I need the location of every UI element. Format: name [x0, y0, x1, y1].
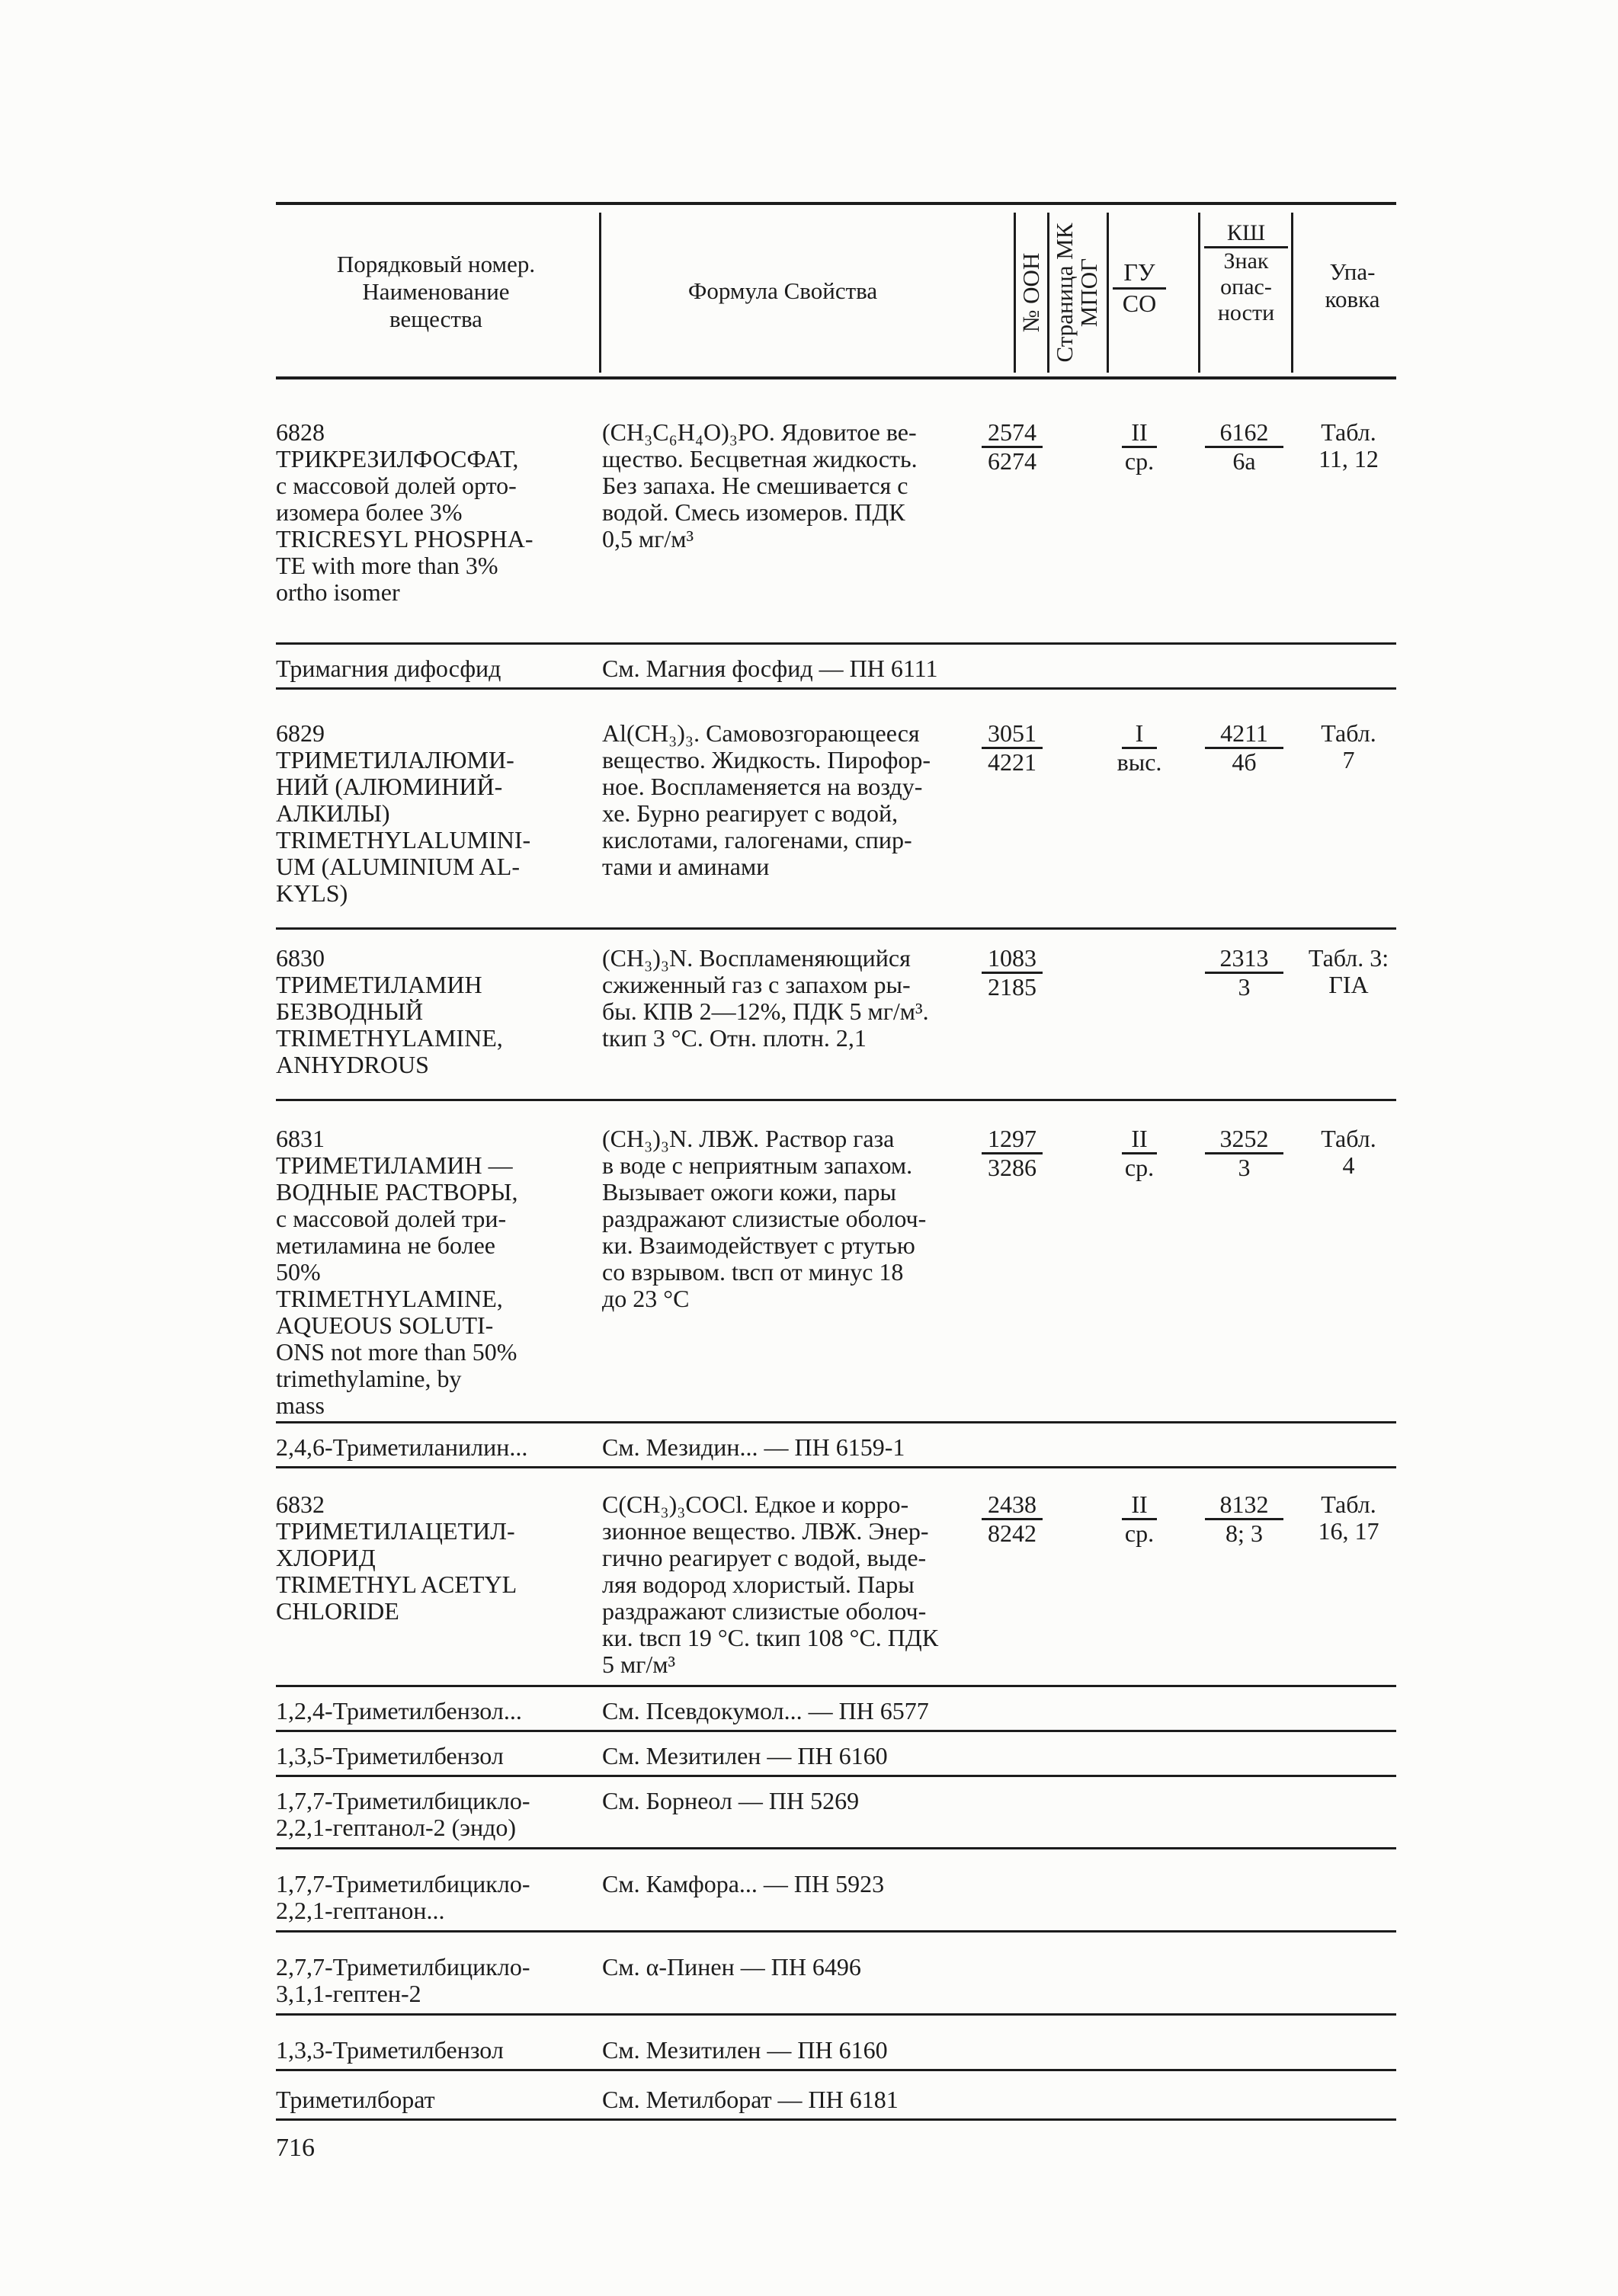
- table-row: [276, 1434, 1396, 1460]
- name-line: Тримагния дифосфид: [276, 655, 501, 682]
- formula-properties: [602, 2086, 968, 2113]
- gu-co-cell: [1113, 1126, 1166, 1181]
- co-value: ср.: [1124, 447, 1155, 475]
- name-line: метиламина не более: [276, 1231, 495, 1259]
- page-ref: 2185: [988, 973, 1036, 1001]
- co-value: ср.: [1124, 1519, 1155, 1547]
- substance-name: [276, 1954, 596, 2007]
- table-row: [276, 1788, 1396, 1841]
- formula-line: См. α-Пинен — ПН 6496: [602, 1953, 861, 1981]
- formula-line: (CH₃)₃N. ЛВЖ. Раствор газа: [602, 1125, 895, 1152]
- formula-line: вещество. Жидкость. Пирофор-: [602, 746, 931, 773]
- name-line: 1,2,4-Триметилбензол...: [276, 1697, 522, 1724]
- name-line: с массовой долей три-: [276, 1205, 507, 1232]
- name-line: AQUEOUS SOLUTI-: [276, 1311, 494, 1339]
- name-line: TE with more than 3%: [276, 552, 498, 579]
- formula-properties: [602, 945, 968, 1052]
- formula-line: См. Мезидин... — ПН 6159-1: [602, 1433, 905, 1461]
- formula-line: См. Камфора... — ПН 5923: [602, 1870, 885, 1897]
- table-row: [276, 2037, 1396, 2063]
- name-line: с массовой долей орто-: [276, 472, 517, 499]
- row-divider: [276, 1099, 1396, 1101]
- formula-line: См. Псевдокумол... — ПН 6577: [602, 1697, 929, 1724]
- ksh-cell: [1200, 945, 1288, 1001]
- formula-line: хе. Бурно реагирует с водой,: [602, 799, 899, 827]
- table-row: [276, 945, 1396, 1093]
- formula-line: 0,5 мг/м³: [602, 525, 694, 552]
- name-line: TRICRESYL PHOSPHA-: [276, 525, 533, 552]
- name-line: 1,3,5-Триметилбензол: [276, 1742, 504, 1769]
- formula-line: в воде с неприятным запахом.: [602, 1151, 913, 1179]
- formula-properties: [602, 1871, 968, 1897]
- gu-co-cell: [1113, 1491, 1166, 1547]
- formula-line: раздражают слизистые оболоч-: [602, 1205, 927, 1232]
- row-divider: [276, 927, 1396, 930]
- table-row: [276, 720, 1396, 921]
- name-line: TRIMETHYLALUMINI-: [276, 826, 531, 853]
- name-line: 1,3,3-Триметилбензол: [276, 2036, 504, 2064]
- substance-name: [276, 1743, 596, 1769]
- formula-line: ки. Взаимодействует с ртутью: [602, 1231, 915, 1259]
- name-line: ХЛОРИД: [276, 1544, 376, 1571]
- substance-name: [276, 2037, 596, 2064]
- header-divider: [1291, 213, 1293, 373]
- packaging-cell: [1301, 419, 1396, 472]
- ksh-value: 6162: [1205, 419, 1283, 448]
- table-row: [276, 1954, 1396, 2007]
- hazard-sign: 3: [1238, 1154, 1251, 1181]
- formula-line: ки. tвсп 19 °С. tкип 108 °С. ПДК: [602, 1624, 939, 1651]
- name-line: 2,2,1-гептанол-2 (эндо): [276, 1814, 517, 1841]
- name-line: ONS not more than 50%: [276, 1338, 517, 1366]
- row-divider: [276, 2069, 1396, 2071]
- formula-line: См. Магния фосфид — ПН 6111: [602, 655, 938, 682]
- gu-co-cell: [1113, 419, 1166, 475]
- formula-line: со взрывом. tвсп от минус 18: [602, 1258, 904, 1286]
- packaging-line: 4: [1342, 1151, 1355, 1179]
- page-ref: 3286: [988, 1154, 1036, 1181]
- table-row: [276, 419, 1396, 636]
- formula-line: бы. КПВ 2—12%, ПДК 5 мг/м³.: [602, 997, 929, 1025]
- table-row: [276, 1743, 1396, 1769]
- substance-name: [276, 1871, 596, 1924]
- gu-value: II: [1122, 1491, 1157, 1520]
- substance-name: [276, 655, 596, 682]
- formula-line: См. Метилборат — ПН 6181: [602, 2086, 899, 2113]
- formula-line: См. Борнеол — ПН 5269: [602, 1787, 860, 1814]
- un-number: 1083: [982, 945, 1043, 974]
- formula-line: тами и аминами: [602, 853, 770, 880]
- ksh-cell: [1200, 1491, 1288, 1547]
- name-line: ТРИМЕТИЛАМИН: [276, 971, 482, 998]
- ksh-cell: [1200, 419, 1288, 475]
- table-row: [276, 1871, 1396, 1924]
- name-line: ТРИКРЕЗИЛФОСФАТ,: [276, 445, 519, 472]
- substance-name: [276, 1434, 596, 1461]
- packaging-cell: [1301, 1491, 1396, 1545]
- name-line: TRIMETHYLAMINE,: [276, 1285, 503, 1312]
- name-line: ТРИМЕТИЛАЦЕТИЛ-: [276, 1517, 515, 1545]
- ksh-cell: [1200, 720, 1288, 776]
- name-line: trimethylamine, by: [276, 1365, 462, 1392]
- header-ksh: КШ Знак опас- ности: [1204, 220, 1288, 326]
- un-number: 3051: [982, 720, 1043, 749]
- row-divider: [276, 642, 1396, 645]
- substance-name: [276, 2086, 596, 2113]
- formula-line: кислотами, галогенами, спир-: [602, 826, 912, 853]
- name-line: TRIMETHYL ACETYL: [276, 1571, 517, 1598]
- header-packaging: Упа- ковка: [1325, 258, 1380, 312]
- formula-line: tкип 3 °С. Отн. плотн. 2,1: [602, 1024, 867, 1052]
- name-line: 2,7,7-Триметилбицикло-: [276, 1953, 530, 1981]
- name-line: 1,7,7-Триметилбицикло-: [276, 1787, 530, 1814]
- co-value: выс.: [1117, 748, 1162, 776]
- table-row: [276, 655, 1396, 681]
- table-header: [276, 205, 1396, 376]
- packaging-line: Табл.: [1321, 1491, 1376, 1518]
- formula-properties: [602, 419, 968, 552]
- formula-line: раздражают слизистые оболоч-: [602, 1597, 927, 1625]
- packaging-line: Табл.: [1321, 1125, 1376, 1152]
- un-number-cell: [982, 419, 1043, 475]
- formula-properties: [602, 720, 968, 880]
- packaging-line: 16, 17: [1318, 1517, 1379, 1545]
- header-bottom-rule: [276, 376, 1396, 379]
- table-row: [276, 1698, 1396, 1724]
- name-line: 6830: [276, 944, 325, 972]
- name-line: изомера более 3%: [276, 498, 463, 526]
- page-ref: 8242: [988, 1519, 1036, 1547]
- header-divider: [1014, 213, 1016, 373]
- formula-properties: [602, 1491, 968, 1678]
- substance-name: [276, 720, 596, 907]
- name-line: UM (ALUMINIUM AL-: [276, 853, 520, 880]
- un-number: 2574: [982, 419, 1043, 448]
- table-row: [276, 2086, 1396, 2112]
- header-divider: [599, 213, 601, 373]
- packaging-line: ГIА: [1328, 971, 1369, 998]
- packaging-line: Табл. 3:: [1308, 944, 1389, 972]
- gu-value: II: [1122, 1126, 1157, 1154]
- header-un-number: № ООН: [1017, 252, 1044, 333]
- hazard-sign: 4б: [1232, 748, 1257, 776]
- row-divider: [276, 2118, 1396, 2121]
- table: [276, 202, 1396, 2121]
- name-line: 6829: [276, 719, 325, 747]
- packaging-cell: [1301, 945, 1396, 998]
- table-row: [276, 1125, 1396, 1419]
- formula-properties: [602, 1743, 968, 1769]
- page-number: 716: [276, 2134, 315, 2162]
- row-divider: [276, 1730, 1396, 1732]
- name-line: 50%: [276, 1258, 321, 1286]
- gu-value: I: [1122, 720, 1157, 749]
- formula-line: См. Мезитилен — ПН 6160: [602, 1742, 888, 1769]
- row-divider: [276, 1421, 1396, 1423]
- substance-name: [276, 419, 596, 606]
- formula-line: до 23 °С: [602, 1285, 690, 1312]
- hazard-sign: 8; 3: [1226, 1519, 1263, 1547]
- formula-properties: [602, 1698, 968, 1724]
- name-line: ANHYDROUS: [276, 1051, 429, 1078]
- header-divider: [1107, 213, 1109, 373]
- name-line: 1,7,7-Триметилбицикло-: [276, 1870, 530, 1897]
- row-divider: [276, 1685, 1396, 1687]
- packaging-line: 7: [1342, 746, 1355, 773]
- name-line: mass: [276, 1391, 325, 1419]
- name-line: 6832: [276, 1491, 325, 1518]
- un-number-cell: [982, 1491, 1043, 1547]
- header-divider: [1198, 213, 1200, 373]
- packaging-line: Табл.: [1321, 719, 1376, 747]
- formula-line: ное. Воспламеняется на возду-: [602, 773, 923, 800]
- formula-line: C(CH₃)₃COCl. Едкое и корро-: [602, 1491, 909, 1518]
- row-divider: [276, 1466, 1396, 1468]
- substance-name: [276, 1126, 596, 1419]
- formula-line: сжиженный газ с запахом ры-: [602, 971, 911, 998]
- substance-name: [276, 1491, 596, 1625]
- substance-name: [276, 1698, 596, 1724]
- name-line: Триметилборат: [276, 2086, 435, 2113]
- substance-name: [276, 945, 596, 1078]
- hazard-sign: 6а: [1232, 447, 1256, 475]
- formula-properties: [602, 1126, 968, 1312]
- packaging-line: Табл.: [1321, 418, 1376, 446]
- name-line: ortho isomer: [276, 578, 400, 606]
- header-formula: Формула Свойства: [687, 277, 878, 304]
- formula-line: (CH₃)₃N. Воспламеняющийся: [602, 944, 911, 972]
- ksh-value: 3252: [1205, 1126, 1283, 1154]
- page-ref: 4221: [988, 748, 1036, 776]
- name-line: 2,2,1-гептанон...: [276, 1897, 445, 1924]
- name-line: АЛКИЛЫ): [276, 799, 390, 827]
- header-name: Порядковый номер. Наименование вещества: [336, 251, 536, 332]
- row-divider: [276, 687, 1396, 690]
- table-row: [276, 1491, 1396, 1679]
- name-line: ТРИМЕТИЛАМИН —: [276, 1151, 513, 1179]
- substance-name: [276, 1788, 596, 1841]
- page-ref: 6274: [988, 447, 1036, 475]
- hazard-sign: 3: [1238, 973, 1251, 1001]
- formula-line: См. Мезитилен — ПН 6160: [602, 2036, 888, 2064]
- formula-line: Без запаха. Не смешивается с: [602, 472, 908, 499]
- ksh-cell: [1200, 1126, 1288, 1181]
- row-divider: [276, 1775, 1396, 1777]
- name-line: 6828: [276, 418, 325, 446]
- co-value: ср.: [1124, 1154, 1155, 1181]
- formula-properties: [602, 2037, 968, 2064]
- ksh-value: 2313: [1205, 945, 1283, 974]
- formula-line: Al(CH₃)₃. Самовозгорающееся: [602, 719, 920, 747]
- formula-line: ляя водород хлористый. Пары: [602, 1571, 915, 1598]
- formula-line: Вызывает ожоги кожи, пары: [602, 1178, 897, 1206]
- packaging-line: 11, 12: [1318, 445, 1379, 472]
- table-body: [276, 419, 1396, 2121]
- name-line: 2,4,6-Триметиланилин...: [276, 1433, 528, 1461]
- header-divider: [1047, 213, 1049, 373]
- formula-line: 5 мг/м³: [602, 1651, 676, 1678]
- un-number: 1297: [982, 1126, 1043, 1154]
- formula-line: зионное вещество. ЛВЖ. Энер-: [602, 1517, 929, 1545]
- packaging-cell: [1301, 720, 1396, 773]
- name-line: ТРИМЕТИЛАЛЮМИ-: [276, 746, 514, 773]
- name-line: KYLS): [276, 879, 348, 907]
- name-line: ВОДНЫЕ РАСТВОРЫ,: [276, 1178, 518, 1206]
- name-line: 3,1,1-гептен-2: [276, 1980, 421, 2007]
- un-number-cell: [982, 945, 1043, 1001]
- row-divider: [276, 1930, 1396, 1933]
- name-line: TRIMETHYLAMINE,: [276, 1024, 503, 1052]
- packaging-cell: [1301, 1126, 1396, 1179]
- gu-co-cell: [1113, 720, 1166, 776]
- header-gu-co: ГУ СО: [1113, 258, 1166, 317]
- header-page: Страница МК МПОГ: [1051, 223, 1102, 363]
- name-line: 6831: [276, 1125, 325, 1152]
- gu-value: II: [1122, 419, 1157, 448]
- un-number-cell: [982, 1126, 1043, 1181]
- formula-line: гично реагирует с водой, выде-: [602, 1544, 927, 1571]
- row-divider: [276, 1847, 1396, 1849]
- un-number: 2438: [982, 1491, 1043, 1520]
- formula-properties: [602, 1434, 968, 1461]
- name-line: CHLORIDE: [276, 1597, 399, 1625]
- un-number-cell: [982, 720, 1043, 776]
- formula-line: водой. Смесь изомеров. ПДК: [602, 498, 905, 526]
- row-divider: [276, 2013, 1396, 2016]
- name-line: БЕЗВОДНЫЙ: [276, 997, 424, 1025]
- formula-line: (CH₃C₆H₄O)₃PO. Ядовитое ве-: [602, 418, 917, 446]
- formula-line: щество. Бесцветная жидкость.: [602, 445, 918, 472]
- formula-properties: [602, 655, 968, 682]
- formula-properties: [602, 1954, 968, 1981]
- name-line: НИЙ (АЛЮМИНИЙ-: [276, 773, 503, 800]
- ksh-value: 4211: [1205, 720, 1283, 749]
- formula-properties: [602, 1788, 968, 1814]
- ksh-value: 8132: [1205, 1491, 1283, 1520]
